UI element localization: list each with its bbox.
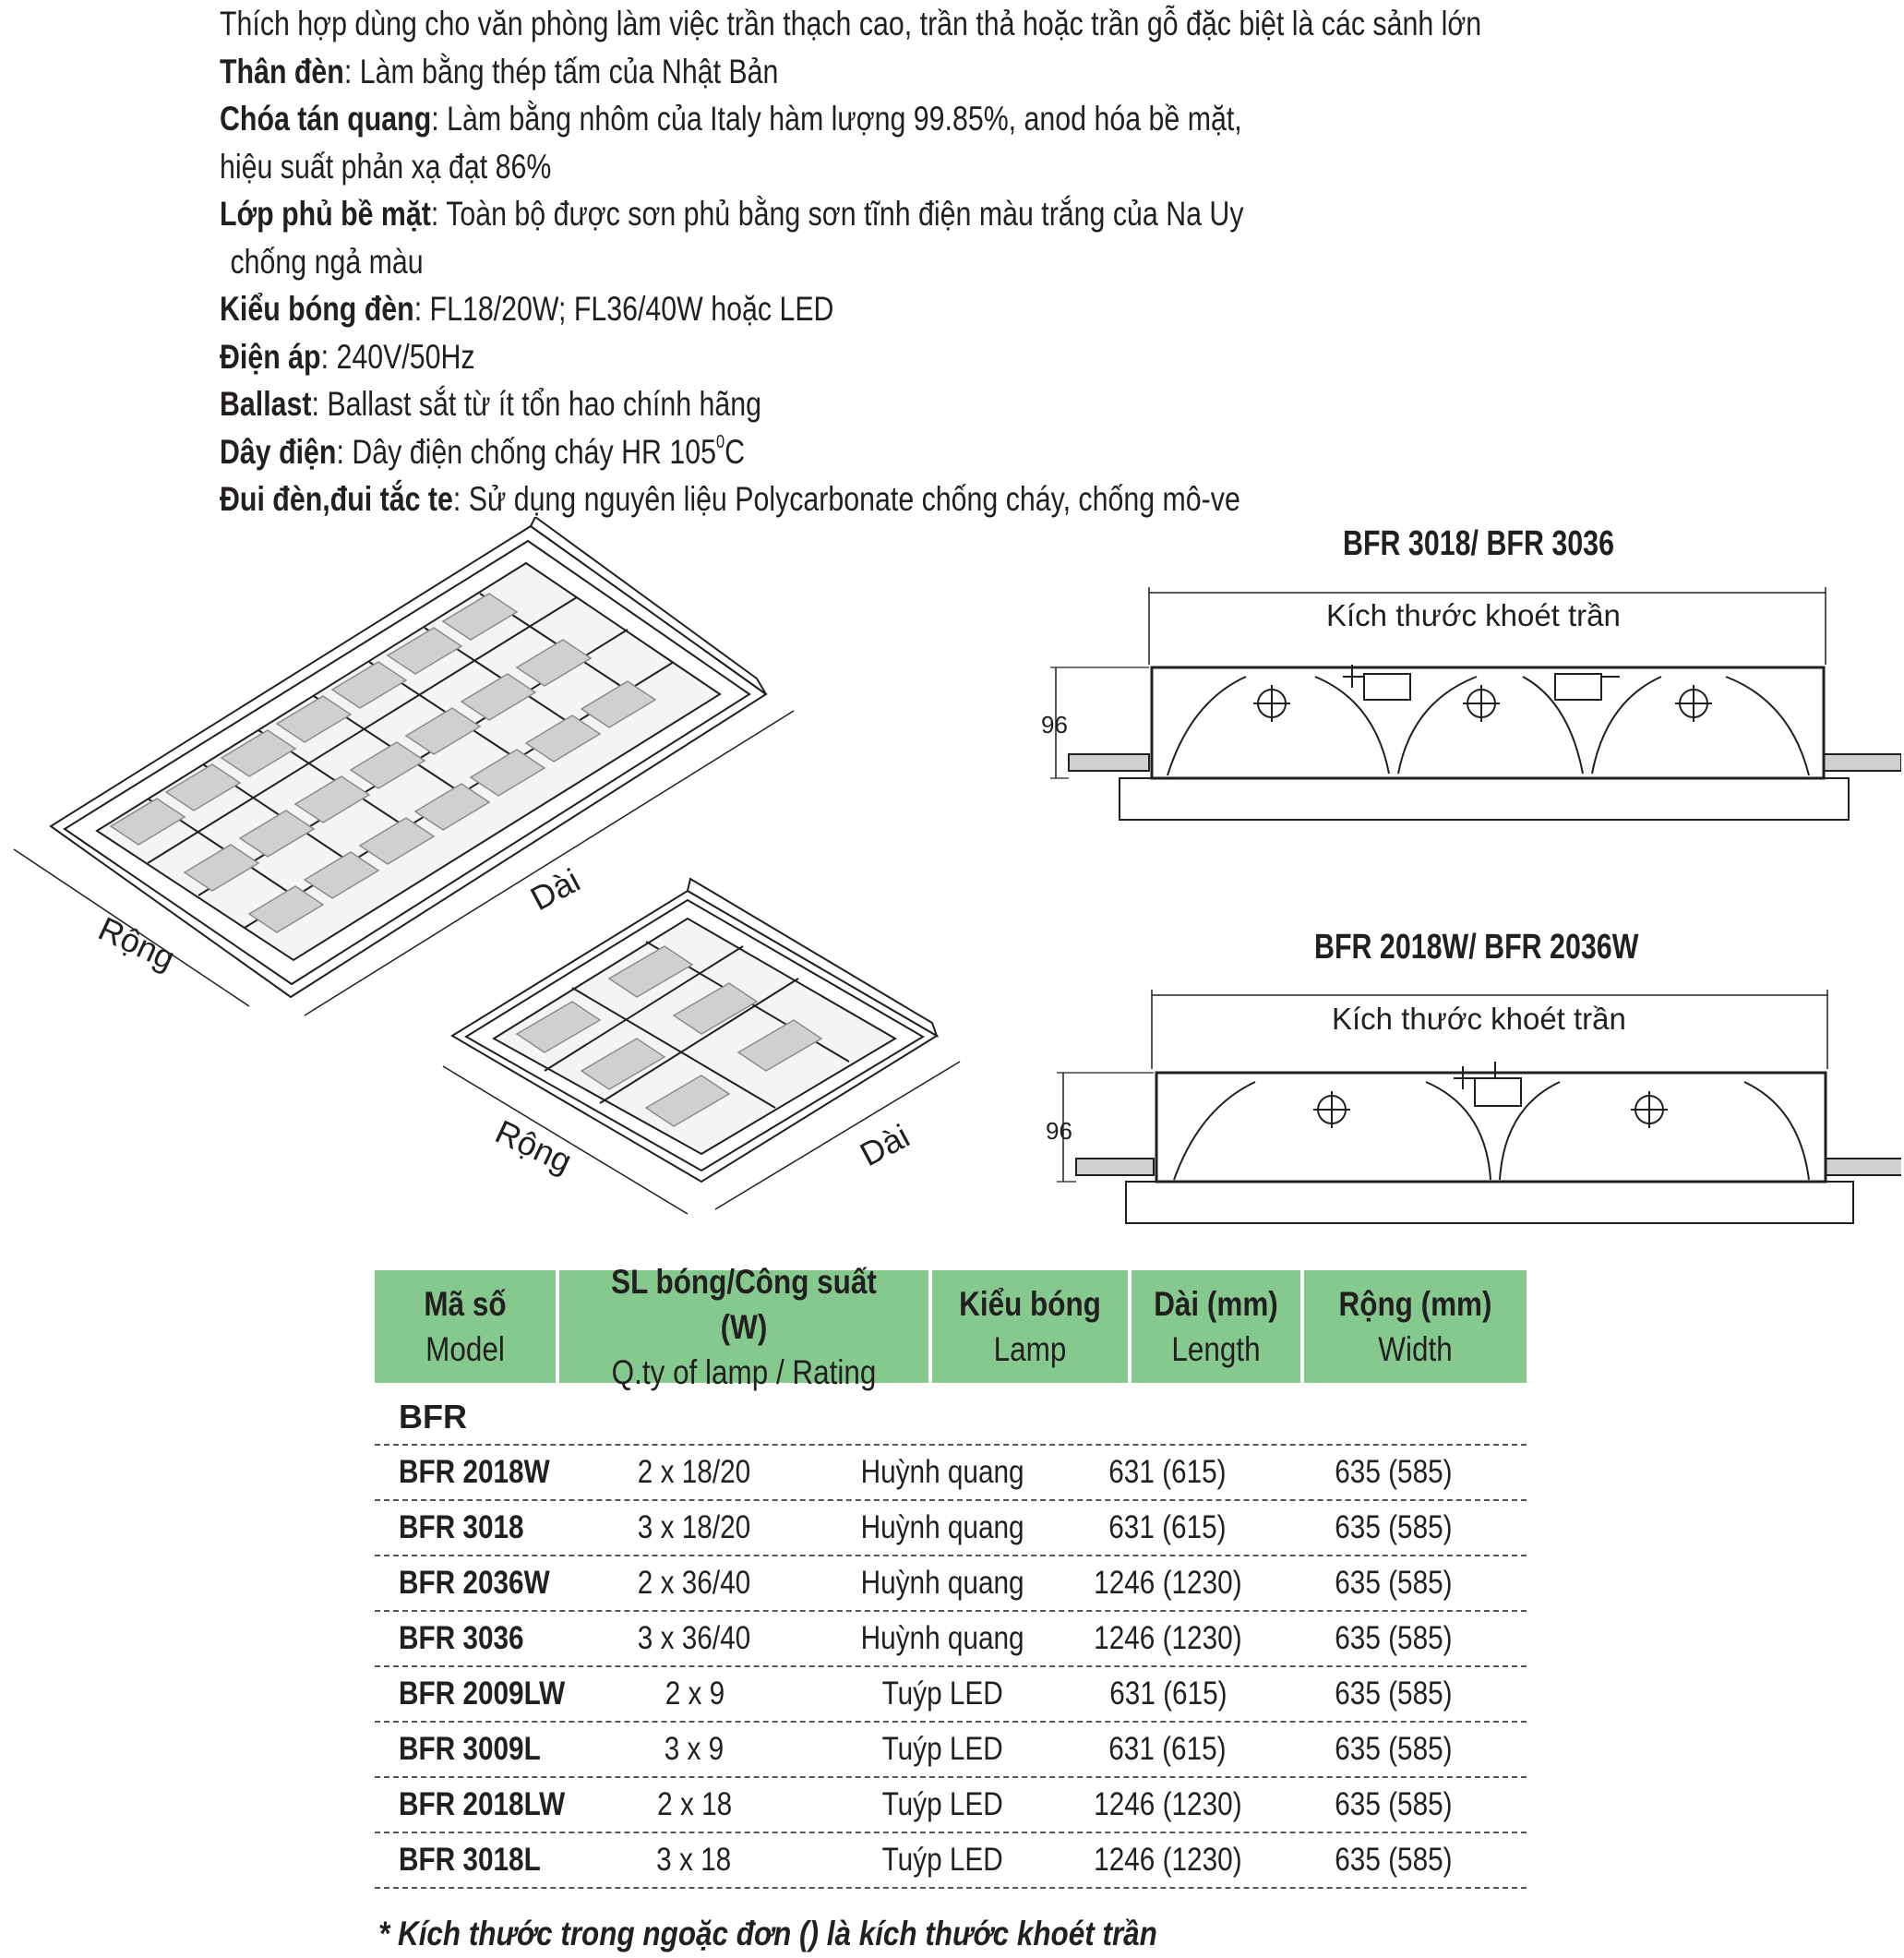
cell-width: 635 (585) — [1334, 1454, 1453, 1490]
table-header — [375, 1262, 1527, 1391]
cell-model: BFR 2018LW — [399, 1786, 566, 1822]
spec-line: Ballast: Ballast sắt từ ít tổn hao chính hãng — [220, 385, 762, 423]
cell-qty: 2 x 18/20 — [637, 1454, 751, 1490]
cell-length: 631 (615) — [1108, 1731, 1227, 1767]
cell-lamp: Tuýp LED — [881, 1842, 1003, 1878]
cell-width: 635 (585) — [1334, 1731, 1453, 1767]
header-width: Rộng (mm) Width — [1304, 1270, 1527, 1383]
cell-width: 635 (585) — [1334, 1842, 1453, 1878]
cell-model: BFR 3018 — [399, 1509, 524, 1545]
section2-cutout-label: Kích thước khoét trần — [1332, 1002, 1626, 1036]
spec-line: Đui đèn,đui tắc te: Sử dụng nguyên liệu Polycarbonate chống cháy, chống mô-ve — [220, 480, 1240, 518]
cell-qty: 2 x 36/40 — [637, 1565, 751, 1601]
cell-qty: 3 x 18/20 — [637, 1509, 751, 1545]
table-row — [375, 1556, 1527, 1612]
spec-line: hiệu suất phản xạ đạt 86% — [220, 147, 552, 186]
cell-length: 631 (615) — [1108, 1509, 1227, 1545]
table-row — [375, 1778, 1527, 1833]
cell-length: 631 (615) — [1108, 1454, 1227, 1490]
table-group-label: BFR — [375, 1383, 1527, 1446]
section1-height-label: 96 — [1041, 711, 1068, 739]
spec-line: Thích hợp dùng cho văn phòng làm việc trần thạch cao, trần thả hoặc trần gỗ đặc biệt là các sảnh lớn — [220, 5, 1482, 42]
cell-length: 1246 (1230) — [1094, 1565, 1242, 1601]
spec-line: chống ngả màu — [230, 242, 424, 281]
table-row — [375, 1723, 1527, 1778]
spec-line: Điện áp: 240V/50Hz — [220, 337, 475, 376]
cell-width: 635 (585) — [1334, 1620, 1453, 1656]
cell-width: 635 (585) — [1334, 1565, 1453, 1601]
cell-model: BFR 2036W — [399, 1565, 550, 1601]
spec-line: Dây điện: Dây điện chống cháy HR $105^0C$ — [220, 431, 746, 471]
spec-line: Kiểu bóng đèn: FL18/20W; FL36/40W hoặc LED — [220, 290, 834, 328]
section1-title: BFR 3018/ BFR 3036 — [1343, 524, 1614, 563]
cell-lamp: Huỳnh quang — [860, 1620, 1024, 1656]
cell-qty: 3 x 9 — [664, 1731, 724, 1767]
table-row — [375, 1446, 1527, 1501]
cell-model: BFR 3036 — [399, 1620, 524, 1656]
section1-cutout-label: Kích thước khoét trần — [1326, 598, 1621, 632]
spec-list — [220, 0, 1482, 523]
cell-lamp: Huỳnh quang — [860, 1509, 1024, 1545]
cell-width: 635 (585) — [1334, 1676, 1453, 1712]
cell-qty: 2 x 18 — [656, 1786, 733, 1822]
cell-lamp: Tuýp LED — [881, 1676, 1004, 1712]
small-width-label: Rộng — [489, 1112, 578, 1181]
spec-line: Thân đèn: Làm bằng thép tấm của Nhật Bản — [220, 52, 779, 90]
header-model: Mã số Model — [375, 1270, 556, 1383]
section2-title: BFR 2018W/ BFR 2036W — [1314, 928, 1639, 967]
cell-lamp: Tuýp LED — [881, 1786, 1004, 1822]
cell-length: 1246 (1230) — [1094, 1842, 1242, 1878]
table-row — [375, 1833, 1527, 1889]
small-length-label: Dài — [854, 1116, 916, 1174]
spec-line: Chóa tán quang: Làm bằng nhôm của Italy hàm lượng 99.85%, anod hóa bề mặt, — [220, 100, 1242, 138]
cell-lamp: Huỳnh quang — [860, 1565, 1024, 1601]
cell-length: 631 (615) — [1108, 1676, 1227, 1712]
cell-length: 1246 (1230) — [1094, 1620, 1242, 1656]
cell-lamp: Huỳnh quang — [860, 1454, 1024, 1490]
cell-lamp: Tuýp LED — [881, 1731, 1003, 1767]
table-row — [375, 1501, 1527, 1556]
cell-length: 1246 (1230) — [1094, 1786, 1242, 1822]
large-width-label: Rộng — [92, 909, 181, 978]
product-table — [375, 1262, 1527, 1889]
table-row — [375, 1667, 1527, 1723]
header-qty: SL bóng/Công suất (W) Q.ty of lamp / Rating — [559, 1270, 928, 1383]
header-lamp: Kiểu bóng Lamp — [932, 1270, 1128, 1383]
cell-model: BFR 3018L — [399, 1842, 541, 1878]
cell-qty: 3 x 18 — [656, 1842, 732, 1878]
section2-height-label: 96 — [1046, 1117, 1072, 1145]
table-row — [375, 1612, 1527, 1667]
cell-width: 635 (585) — [1334, 1509, 1453, 1545]
cell-width: 635 (585) — [1334, 1786, 1453, 1822]
large-length-label: Dài — [524, 860, 586, 919]
header-length: Dài (mm) Length — [1132, 1270, 1300, 1383]
cell-qty: 3 x 36/40 — [637, 1620, 751, 1656]
footnote: * Kích thước trong ngoặc đơn () là kích thước khoét trần — [378, 1915, 1157, 1952]
cell-model: BFR 2009LW — [399, 1676, 566, 1712]
spec-line: Lớp phủ bề mặt: Toàn bộ được sơn phủ bằng sơn tĩnh điện màu trắng của Na Uy — [220, 195, 1244, 233]
cell-model: BFR 2018W — [399, 1454, 550, 1490]
cell-model: BFR 3009L — [399, 1731, 541, 1767]
cell-qty: 2 x 9 — [665, 1676, 724, 1712]
